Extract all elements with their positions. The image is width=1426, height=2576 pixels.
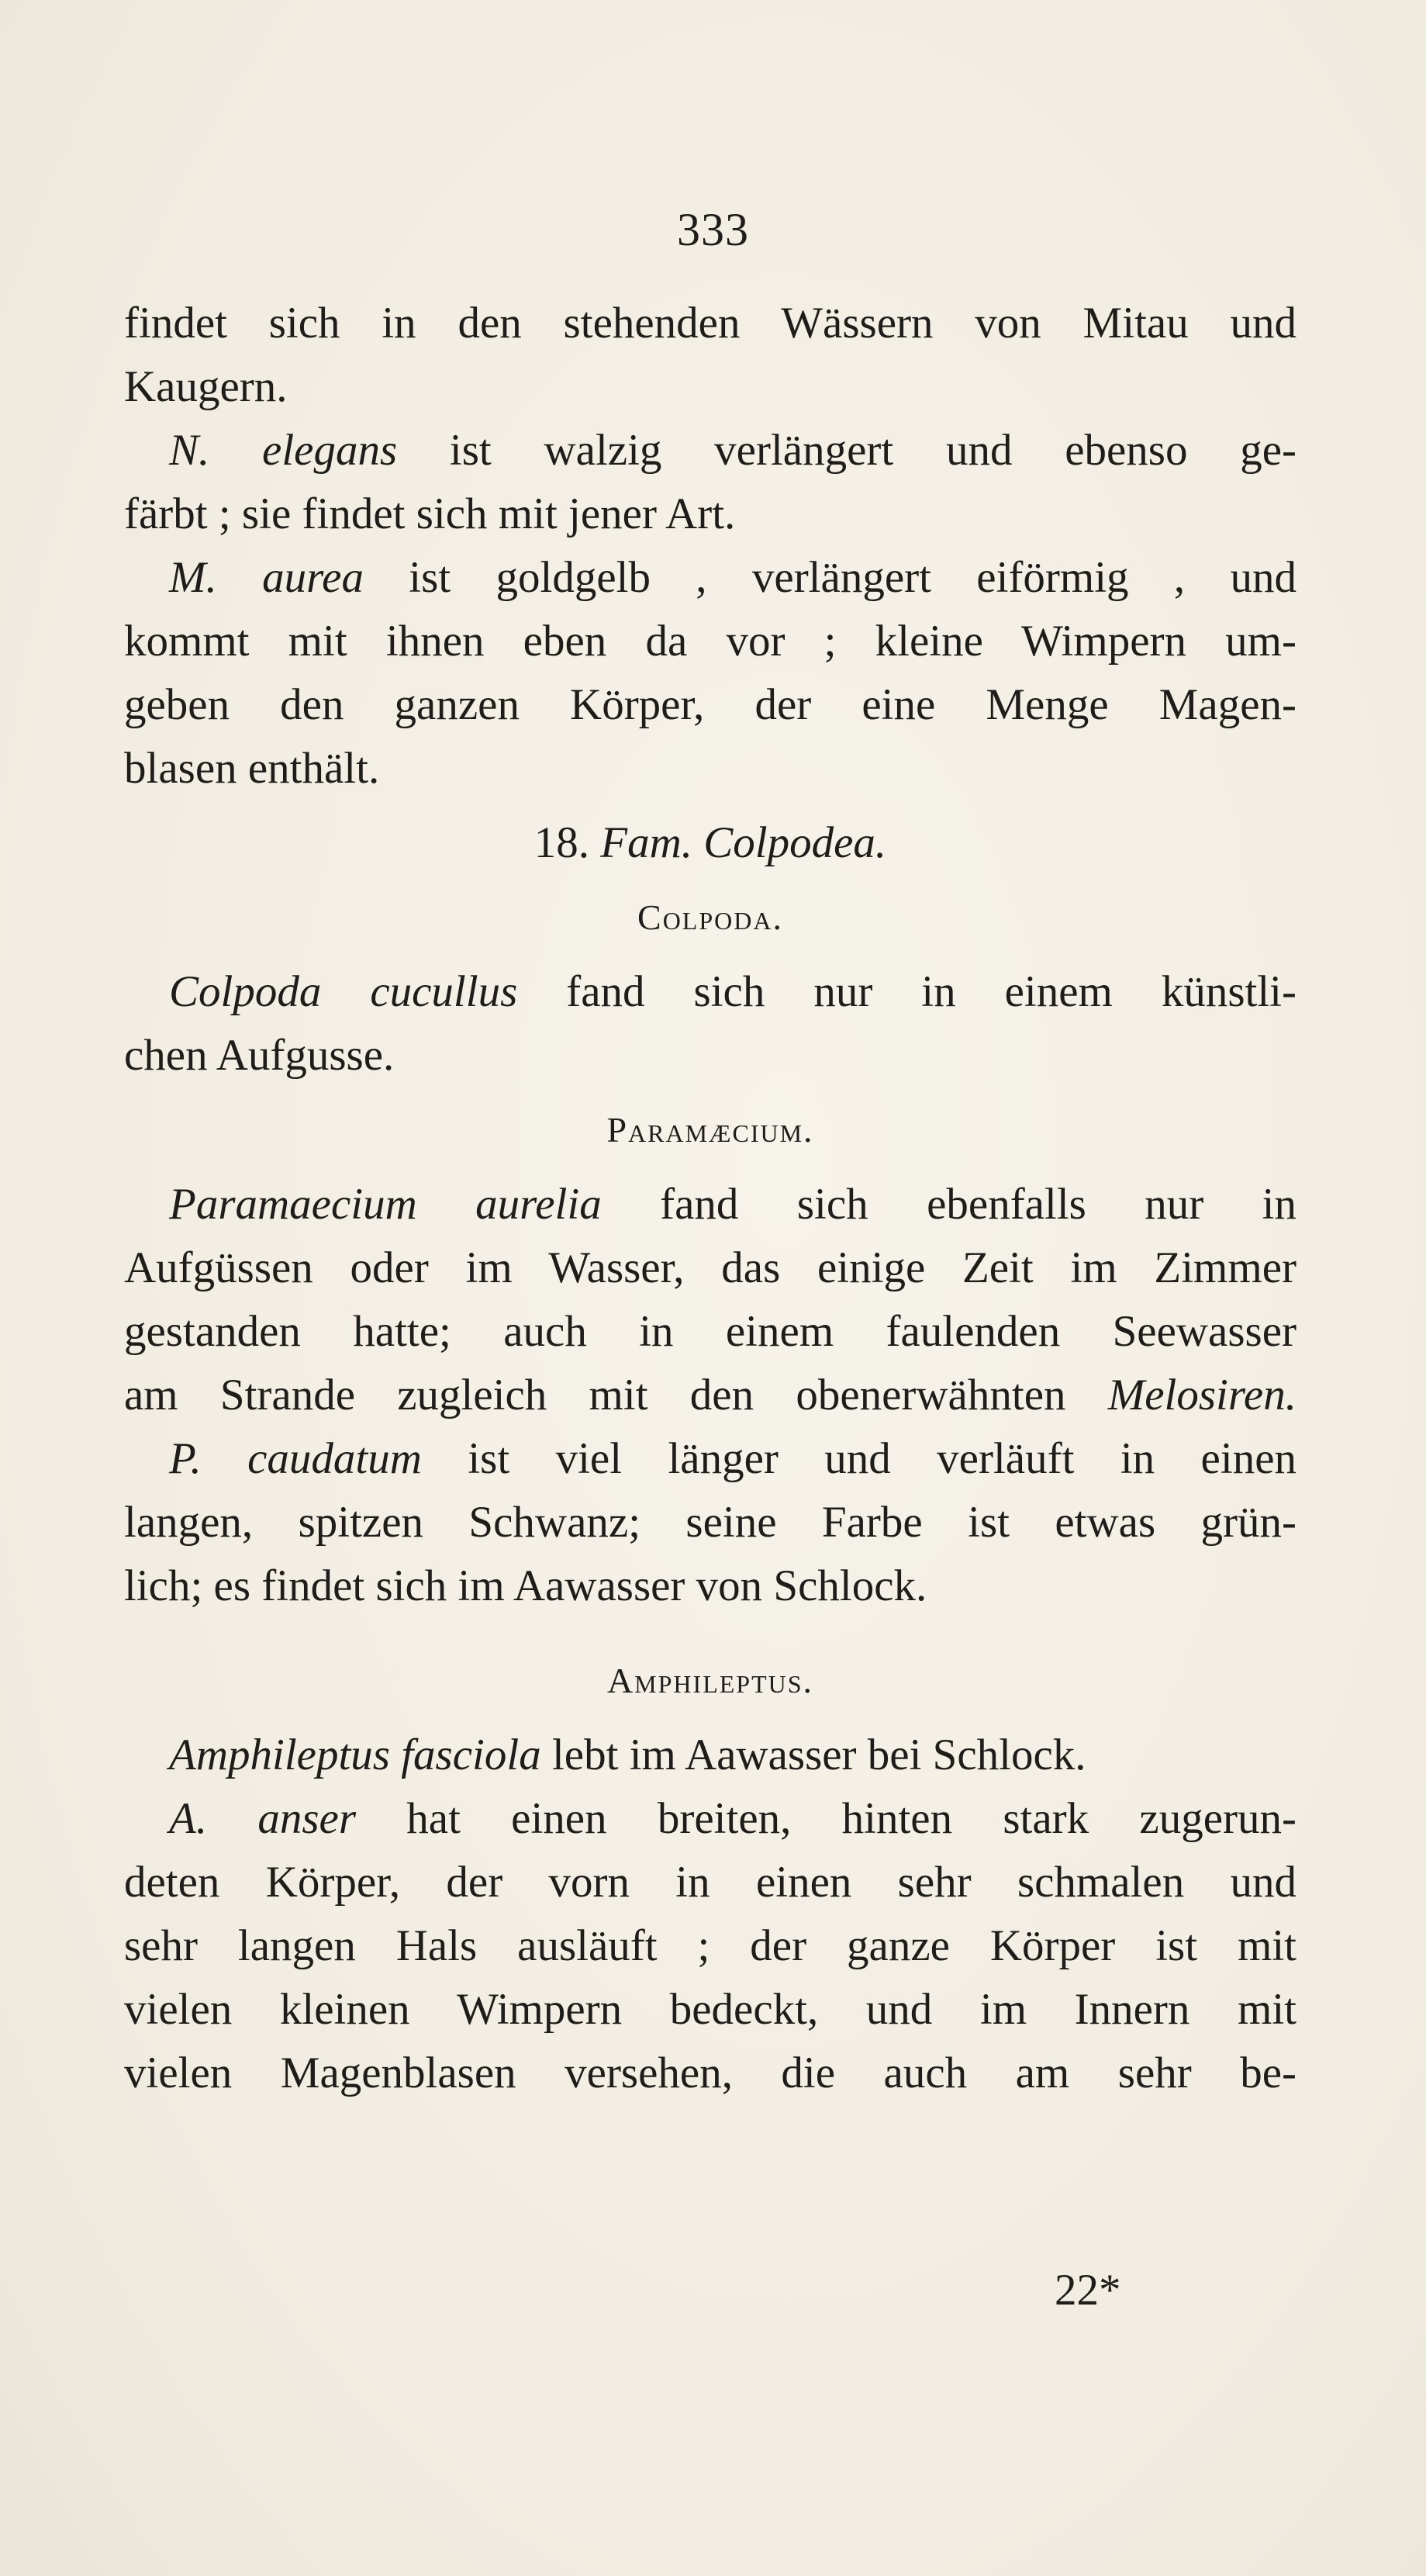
- genus-heading: Amphileptus.: [606, 1661, 814, 1700]
- text-line: [124, 960, 1297, 1024]
- signature-mark: 22*: [1055, 2266, 1121, 2315]
- text-line: geben den ganzen Körper, der eine Menge Magen-: [124, 680, 1297, 729]
- text-line: [124, 1364, 1297, 1427]
- text-run: lebt im Aawasser bei Schlock.: [540, 1731, 1086, 1779]
- species-name: M. aurea: [169, 553, 364, 602]
- species-name: P. caudatum: [169, 1434, 422, 1483]
- text-run: fand sich ebenfalls nur in: [601, 1180, 1297, 1229]
- page-text: [124, 292, 1297, 2105]
- species-name: Colpoda cucullus: [169, 967, 518, 1016]
- species-name: A. anser: [169, 1794, 356, 1843]
- family-number: 18.: [533, 818, 601, 867]
- text-line: [124, 1787, 1297, 1851]
- text-line: Kaugern.: [124, 362, 288, 411]
- text-line: kommt mit ihnen eben da vor ; kleine Wimpern um-: [124, 617, 1297, 666]
- text-line: chen Aufgusse.: [124, 1031, 395, 1080]
- family-name: Fam. Colpodea.: [600, 818, 887, 867]
- genus-reference: Melosiren.: [1107, 1371, 1297, 1419]
- text-run: ist goldgelb , verlängert eiförmig , und: [363, 553, 1297, 602]
- genus-heading: Paramæcium.: [606, 1110, 814, 1150]
- genus-heading: Colpoda.: [637, 897, 783, 937]
- text-line: lich; es findet sich im Aawasser von Schlock.: [124, 1561, 927, 1610]
- text-run: ist viel länger und verläuft in einen: [421, 1434, 1297, 1483]
- text-line: Aufgüssen oder im Wasser, das einige Zeit im Zimmer: [124, 1243, 1297, 1292]
- text-line: vielen kleinen Wimpern bedeckt, und im Innern mit: [124, 1985, 1297, 2034]
- text-run: ist walzig verlängert und ebenso ge-: [397, 426, 1297, 475]
- text-line: färbt ; sie findet sich mit jener Art.: [124, 489, 736, 538]
- text-line: sehr langen Hals ausläuft ; der ganze Körper ist mit: [124, 1921, 1297, 1970]
- text-run: fand sich nur in einem künstli-: [517, 967, 1297, 1016]
- text-run: am Strande zugleich mit den obenerwähnten: [124, 1371, 1108, 1419]
- species-name: N. elegans: [169, 426, 398, 475]
- text-run: hat einen breiten, hinten stark zugerun-: [356, 1794, 1297, 1843]
- text-line: findet sich in den stehenden Wässern von Mitau und: [124, 299, 1297, 348]
- text-line: [124, 1427, 1297, 1491]
- text-line: blasen enthält.: [124, 744, 380, 793]
- text-line: deten Körper, der vorn in einen sehr schmalen und: [124, 1858, 1297, 1907]
- text-line: [124, 1724, 1297, 1787]
- text-line: [124, 546, 1297, 610]
- species-name: Paramaecium aurelia: [169, 1180, 602, 1229]
- text-line: vielen Magenblasen versehen, die auch am sehr be-: [124, 2049, 1297, 2097]
- family-heading: [124, 811, 1297, 875]
- page-number: 333: [677, 204, 749, 255]
- text-line: [124, 1173, 1297, 1236]
- text-line: langen, spitzen Schwanz; seine Farbe ist etwas grün-: [124, 1498, 1297, 1547]
- species-name: Amphileptus fasciola: [169, 1731, 541, 1779]
- text-line: [124, 419, 1297, 482]
- text-line: gestanden hatte; auch in einem faulenden Seewasser: [124, 1307, 1297, 1356]
